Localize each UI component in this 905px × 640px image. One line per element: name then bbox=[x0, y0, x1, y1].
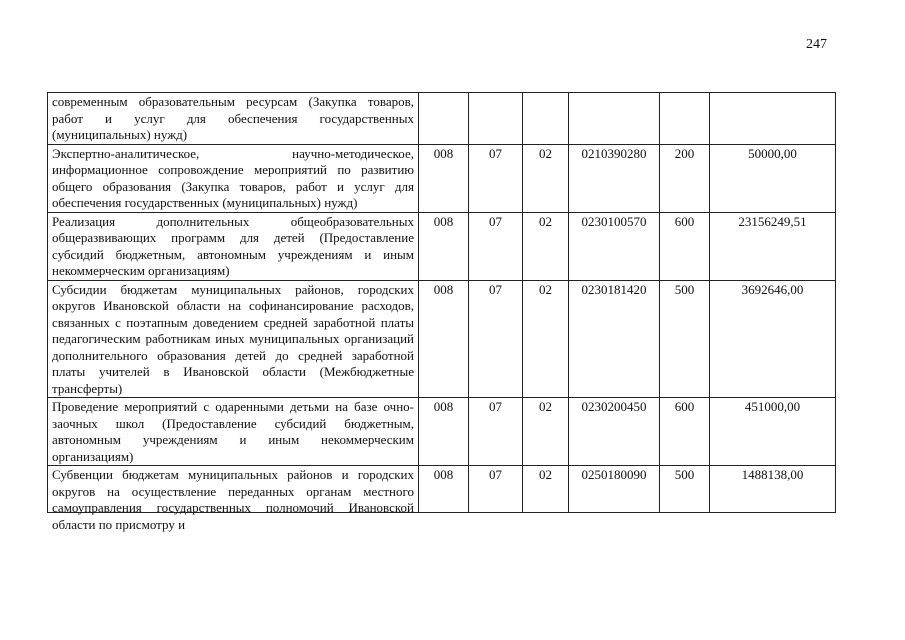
row-description: Реализация дополнительных общеобразовательных общеразвивающих программ для детей (Предоставление субсидий бюджетным, автономным учреждениям и иным некоммерческим организациям) bbox=[48, 212, 419, 280]
subsection-code: 02 bbox=[523, 144, 569, 212]
page-number: 247 bbox=[806, 37, 827, 52]
row-description: Экспертно-аналитическое, научно-методическое, информационное сопровождение мероприятий по развитию общего образования (Закупка товаров, работ и услуг для обеспечения государственных (муниципальных) нужд) bbox=[48, 144, 419, 212]
expense-type-code: 600 bbox=[660, 398, 710, 466]
row-description: Проведение мероприятий с одаренными детьми на базе очно-заочных школ (Предоставление субсидий бюджетным, автономным учреждениям и иным некоммерческим организациям) bbox=[48, 398, 419, 466]
subsection-code: 02 bbox=[523, 466, 569, 513]
section-code: 07 bbox=[469, 212, 523, 280]
target-article-code: 0230100570 bbox=[569, 212, 660, 280]
amount: 3692646,00 bbox=[710, 280, 836, 398]
row-description bbox=[48, 466, 419, 532]
expense-type-code: 500 bbox=[660, 280, 710, 398]
table-row bbox=[48, 144, 836, 212]
row-description-text: Субвенции бюджетам муниципальных районов и городских округов на осуществление переданных органам местного самоуправления государственных полномочий Ивановской области по присмотру и bbox=[52, 467, 414, 532]
target-article-code: 0230200450 bbox=[569, 398, 660, 466]
amount: 23156249,51 bbox=[710, 212, 836, 280]
dept-code: 008 bbox=[419, 280, 469, 398]
dept-code: 008 bbox=[419, 398, 469, 466]
row-description: современным образовательным ресурсам (Закупка товаров, работ и услуг для обеспечения государственных (муниципальных) нужд) bbox=[48, 93, 419, 145]
table-row bbox=[48, 466, 836, 513]
expense-type-code: 500 bbox=[660, 466, 710, 513]
target-article-code bbox=[569, 93, 660, 145]
subsection-code: 02 bbox=[523, 398, 569, 466]
dept-code: 008 bbox=[419, 212, 469, 280]
amount: 50000,00 bbox=[710, 144, 836, 212]
target-article-code: 0230181420 bbox=[569, 280, 660, 398]
target-article-code: 0250180090 bbox=[569, 466, 660, 513]
section-code: 07 bbox=[469, 398, 523, 466]
amount: 1488138,00 bbox=[710, 466, 836, 513]
table-row bbox=[48, 398, 836, 466]
subsection-code bbox=[523, 93, 569, 145]
section-code bbox=[469, 93, 523, 145]
section-code: 07 bbox=[469, 280, 523, 398]
expense-type-code bbox=[660, 93, 710, 145]
amount: 451000,00 bbox=[710, 398, 836, 466]
expense-type-code: 600 bbox=[660, 212, 710, 280]
dept-code: 008 bbox=[419, 466, 469, 513]
section-code: 07 bbox=[469, 144, 523, 212]
target-article-code: 0210390280 bbox=[569, 144, 660, 212]
dept-code: 008 bbox=[419, 144, 469, 212]
subsection-code: 02 bbox=[523, 280, 569, 398]
section-code: 07 bbox=[469, 466, 523, 513]
table-row bbox=[48, 93, 836, 145]
dept-code bbox=[419, 93, 469, 145]
table-row bbox=[48, 212, 836, 280]
budget-table bbox=[47, 92, 836, 532]
expense-type-code: 200 bbox=[660, 144, 710, 212]
amount bbox=[710, 93, 836, 145]
table-row bbox=[48, 280, 836, 398]
subsection-code: 02 bbox=[523, 212, 569, 280]
row-description: Субсидии бюджетам муниципальных районов, городских округов Ивановской области на софинансирование расходов, связанных с поэтапным доведением средней заработной платы педагогическим работникам иных муниципальных организаций дополнительного образования детей до средней заработной платы учителей в Ивановской области (Межбюджетные трансферты) bbox=[48, 280, 419, 398]
